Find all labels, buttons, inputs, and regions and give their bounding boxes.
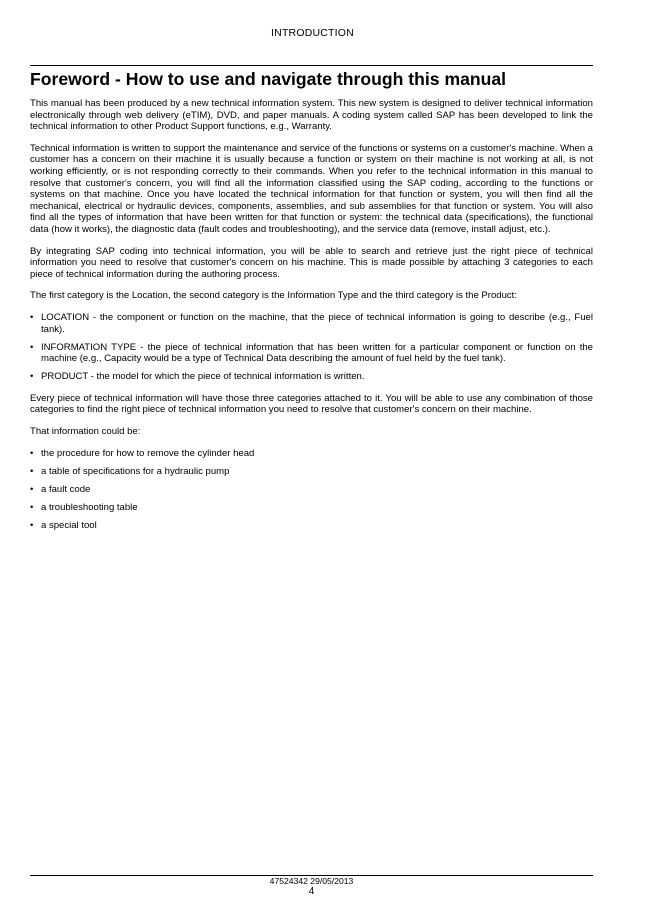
list-item: • LOCATION - the component or function on the machine, that the piece of technical information is going to describe (e.g., Fuel tank).: [30, 312, 593, 335]
list-item: • the procedure for how to remove the cylinder head: [30, 448, 593, 460]
combination-paragraph: Every piece of technical information will have those three categories attached to it. You will be able to use any combination of those categories to find the right piece of technical information you need to resolve that customer's concern on their machine.: [30, 392, 593, 416]
list-item: • INFORMATION TYPE - the piece of technical information that has been written for a particular component or function on the machine (e.g., Capacity would be a type of Technical Data describing the amount of fuel held by the fuel tank).: [30, 342, 593, 365]
technical-info-paragraph: Technical information is written to support the maintenance and service of the functions or systems on a customer's machine. When a customer has a concern on their machine it is usually because a function or system on their machine is not working at all, is not working efficiently, or is not responding correctly to their commands. When you refer to the technical information in this manual to resolve that customer's concern, you will find all the information classified using the SAP coding, according to the functions or systems on that machine. Once you have located the technical information for that function or system, you will then find all the mechanical, electrical or hydraulic devices, components, assemblies, and sub assemblies for that function or system. You will also find all the types of information that have been written for that function or system: the technical data (specifications), the functional data (how it works), the diagnostic data (fault codes and troubleshooting), and the service data (remove, install adjust, etc.).: [30, 142, 593, 235]
intro-paragraph: This manual has been produced by a new technical information system. This new system is designed to deliver technical information electronically through web delivery (eTIM), DVD, and paper manuals. A coding system called SAP has been developed to link the technical information to other Product Support functions, e.g., Warranty.: [30, 98, 593, 133]
list-item: • a table of specifications for a hydraulic pump: [30, 466, 593, 478]
category-list: [30, 312, 593, 383]
header-rule: [30, 65, 593, 66]
body-content: [30, 98, 593, 541]
page-title: Foreword - How to use and navigate through this manual: [30, 69, 507, 89]
list-item: • a troubleshooting table: [30, 502, 593, 514]
page-number: 4: [308, 886, 315, 897]
list-item: • a fault code: [30, 484, 593, 496]
example-list: [30, 448, 593, 532]
running-header: INTRODUCTION: [271, 27, 354, 39]
categories-intro-paragraph: The first category is the Location, the second category is the Information Type and the third category is the Product:: [30, 290, 517, 302]
sap-coding-paragraph: By integrating SAP coding into technical information, you will be able to search and retrieve just the right piece of technical information you need to resolve that customer's concern on his machine. This is made possible by attaching 3 categories to each piece of technical information during the authoring process.: [30, 245, 593, 280]
examples-intro: That information could be:: [30, 426, 141, 438]
list-item: • a special tool: [30, 520, 593, 532]
document-number: 47524342 29/05/2013: [269, 876, 354, 886]
list-item: • PRODUCT - the model for which the piece of technical information is written.: [30, 371, 593, 383]
